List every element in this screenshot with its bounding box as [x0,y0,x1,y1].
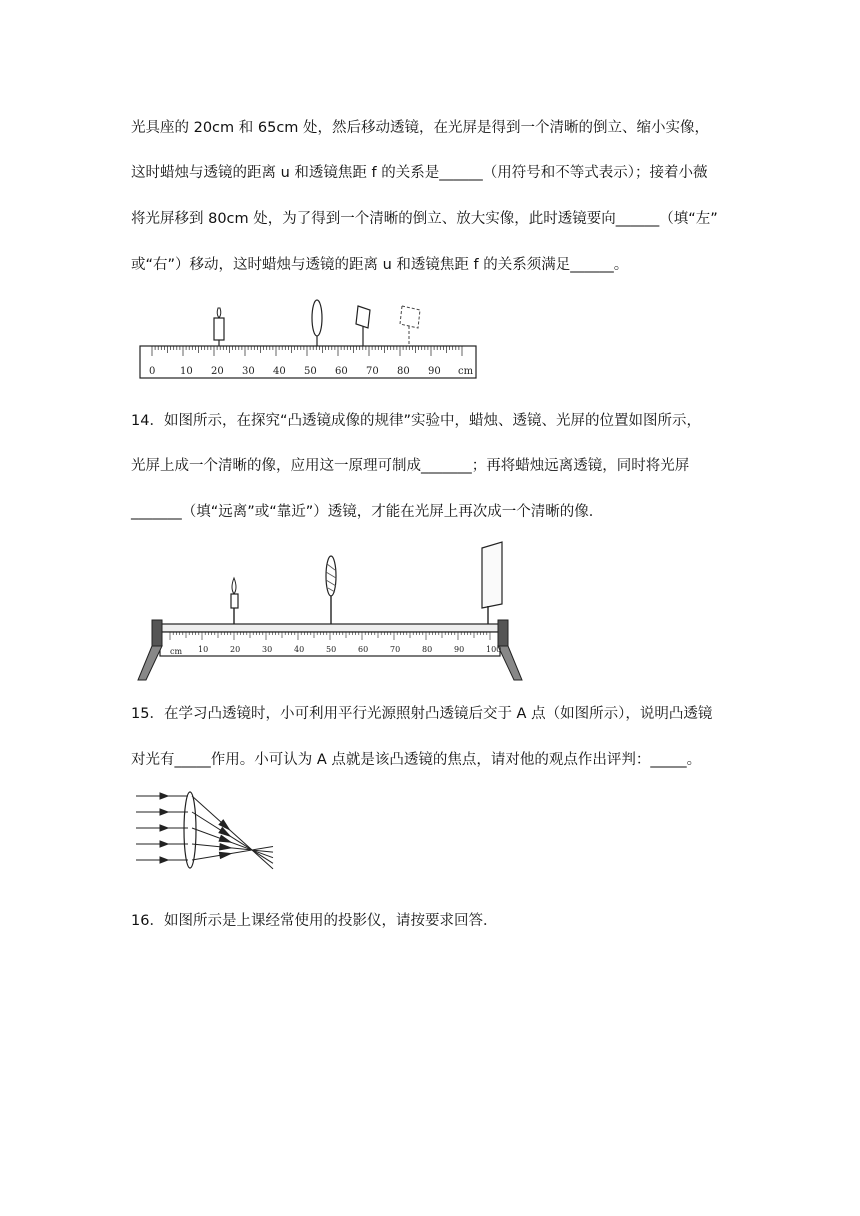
convex-lens-rays-figure [130,790,280,870]
ruler-label: 70 [390,645,401,654]
q13-line-1: 光具座的 20cm 和 65cm 处，然后移动透镜，在光屏是得到一个清晰的倒立、缩小实像， [131,120,710,136]
ruler-label: 30 [242,366,255,377]
ruler-label: 10 [180,366,193,377]
optical-bench-figure-14 [130,540,530,686]
ruler-label: 30 [262,645,273,654]
optical-bench-figure-13 [130,298,482,384]
left-end-cap [152,620,162,646]
ruler-label: 50 [304,366,317,377]
dashed-screen-icon [400,306,420,346]
ray-arrow-icon [160,793,168,799]
left-leg [138,646,162,680]
q14-line-3: _______（填“远离”或“靠近”）透镜，才能在光屏上再次成一个清晰的像． [131,504,604,520]
ruler-label: 80 [397,366,410,377]
ray-arrow-icon [219,852,230,858]
ruler-label: 10 [198,645,209,654]
ruler-label: 90 [454,645,465,654]
ruler-label: 0 [149,366,156,377]
ruler-label: 90 [428,366,441,377]
convex-lens-icon [326,556,336,630]
right-leg [498,646,522,680]
bench-rail [160,624,500,632]
candle-icon [214,308,224,346]
ruler-label: 20 [211,366,224,377]
convex-lens-icon [312,300,322,346]
ruler-label: 100 [486,645,502,654]
convex-lens-icon [184,792,196,868]
ruler-label: 40 [294,645,305,654]
ray-arrow-icon [160,841,168,847]
q13-line-3: 将光屏移到 80cm 处，为了得到一个清晰的倒立、放大实像，此时透镜要向______（填“左” [131,211,718,227]
q15-line-2: 对光有_____作用。小可认为 A 点就是该凸透镜的焦点，请对他的观点作出评判：_____。 [131,752,702,768]
q15-line-1: 15．在学习凸透镜时，小可利用平行光源照射凸透镜后交于 A 点（如图所示），说明凸透镜 [131,706,713,722]
ray-arrow-icon [219,835,231,842]
q13-line-4: 或“右”）移动，这时蜡烛与透镜的距离 u 和透镜焦距 f 的关系须满足______。 [131,257,629,273]
ruler-unit-label: cm [170,647,183,656]
ruler-label: 80 [422,645,433,654]
ruler-label: 60 [335,366,348,377]
q16-line-1: 16．如图所示是上课经常使用的投影仪，请按要求回答． [131,913,498,929]
ruler-label: 60 [358,645,369,654]
refracted-ray [192,812,273,863]
right-end-cap [498,620,508,646]
candle-icon [230,578,238,630]
ruler-label: 50 [326,645,337,654]
ruler-unit-label: cm [458,366,474,377]
ruler-label: 20 [230,645,241,654]
q14-line-2: 光屏上成一个清晰的像，应用这一原理可制成_______；再将蜡烛远离透镜，同时将光屏 [131,458,690,474]
ray-arrow-icon [160,809,168,815]
light-screen-icon [482,542,502,630]
light-screen-icon [356,306,370,346]
ray-arrow-icon [220,844,231,850]
ruler-label: 40 [273,366,286,377]
ruler-label: 70 [366,366,379,377]
ray-arrow-icon [160,857,168,863]
q13-line-2: 这时蜡烛与透镜的距离 u 和透镜焦距 f 的关系是______（用符号和不等式表示）；接着小薇 [131,165,708,181]
q14-line-1: 14．如图所示，在探究“凸透镜成像的规律”实验中，蜡烛、透镜、光屏的位置如图所示， [131,413,701,429]
ray-arrow-icon [160,825,168,831]
